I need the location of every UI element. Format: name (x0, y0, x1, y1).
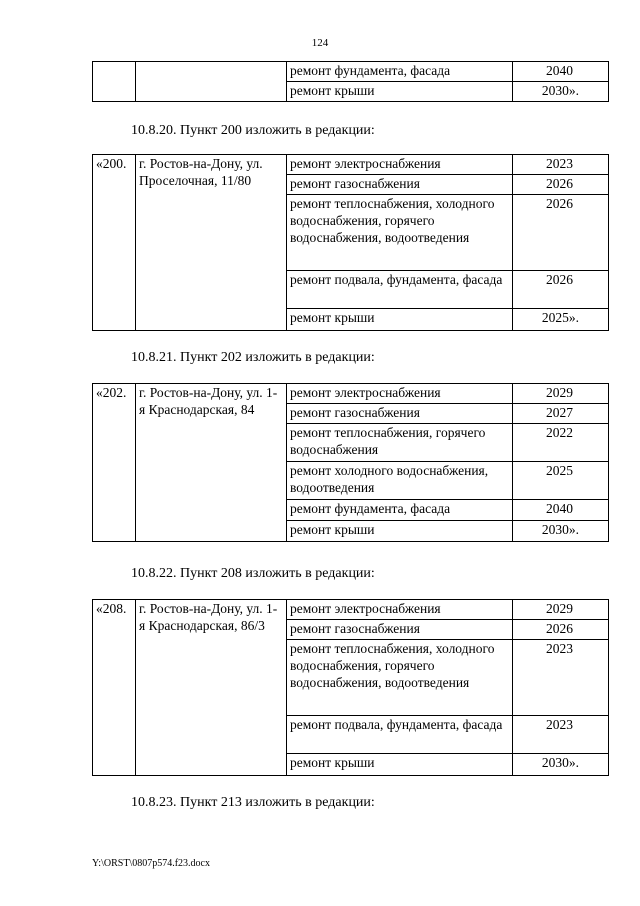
address-cell (136, 62, 287, 102)
work-type-cell: ремонт газоснабжения (287, 175, 513, 195)
work-type-cell: ремонт газоснабжения (287, 404, 513, 424)
work-type-cell: ремонт электроснабжения (287, 384, 513, 404)
paragraph: 10.8.22. Пункт 208 изложить в редакции: (131, 566, 375, 581)
year-cell: 2029 (513, 600, 609, 620)
work-type-cell: ремонт крыши (287, 754, 513, 776)
year-cell: 2030». (513, 521, 609, 542)
paragraph: 10.8.20. Пункт 200 изложить в редакции: (131, 123, 375, 138)
repair-table (92, 599, 609, 776)
table-row (93, 384, 609, 404)
work-type-cell: ремонт теплоснабжения, холодного водоснабжения, горячего водоснабжения, водоотведения (287, 195, 513, 271)
work-type-cell: ремонт электроснабжения (287, 155, 513, 175)
work-type-cell: ремонт газоснабжения (287, 620, 513, 640)
work-type-cell: ремонт теплоснабжения, горячего водоснабжения (287, 424, 513, 462)
work-type-cell: ремонт фундамента, фасада (287, 500, 513, 521)
address-cell: г. Ростов-на-Дону, ул. Проселочная, 11/80 (136, 155, 287, 331)
year-cell: 2022 (513, 424, 609, 462)
year-cell: 2029 (513, 384, 609, 404)
year-cell: 2040 (513, 500, 609, 521)
item-number-cell (93, 62, 136, 102)
table-row (93, 600, 609, 620)
work-type-cell: ремонт электроснабжения (287, 600, 513, 620)
repair-table (92, 61, 609, 102)
year-cell: 2023 (513, 155, 609, 175)
address-cell: г. Ростов-на-Дону, ул. 1-я Краснодарская, 84 (136, 384, 287, 542)
table-row (93, 62, 609, 82)
year-cell: 2027 (513, 404, 609, 424)
year-cell: 2026 (513, 195, 609, 271)
repair-table (92, 383, 609, 542)
work-type-cell: ремонт подвала, фундамента, фасада (287, 271, 513, 309)
year-cell: 2030». (513, 82, 609, 102)
year-cell: 2023 (513, 716, 609, 754)
work-type-cell: ремонт холодного водоснабжения, водоотведения (287, 462, 513, 500)
paragraph: 10.8.21. Пункт 202 изложить в редакции: (131, 350, 375, 365)
table-row (93, 155, 609, 175)
item-number-cell: «200. (93, 155, 136, 331)
year-cell: 2026 (513, 620, 609, 640)
year-cell: 2023 (513, 640, 609, 716)
page-number: 124 (311, 37, 329, 49)
work-type-cell: ремонт фундамента, фасада (287, 62, 513, 82)
paragraph: 10.8.23. Пункт 213 изложить в редакции: (131, 795, 375, 810)
address-cell: г. Ростов-на-Дону, ул. 1-я Краснодарская, 86/3 (136, 600, 287, 776)
work-type-cell: ремонт крыши (287, 82, 513, 102)
year-cell: 2025». (513, 309, 609, 331)
year-cell: 2025 (513, 462, 609, 500)
work-type-cell: ремонт крыши (287, 309, 513, 331)
year-cell: 2040 (513, 62, 609, 82)
year-cell: 2026 (513, 175, 609, 195)
file-path: Y:\ORST\0807p574.f23.docx (92, 858, 210, 869)
item-number-cell: «208. (93, 600, 136, 776)
work-type-cell: ремонт подвала, фундамента, фасада (287, 716, 513, 754)
item-number-cell: «202. (93, 384, 136, 542)
repair-table (92, 154, 609, 331)
work-type-cell: ремонт теплоснабжения, холодного водоснабжения, горячего водоснабжения, водоотведения (287, 640, 513, 716)
year-cell: 2030». (513, 754, 609, 776)
year-cell: 2026 (513, 271, 609, 309)
work-type-cell: ремонт крыши (287, 521, 513, 542)
